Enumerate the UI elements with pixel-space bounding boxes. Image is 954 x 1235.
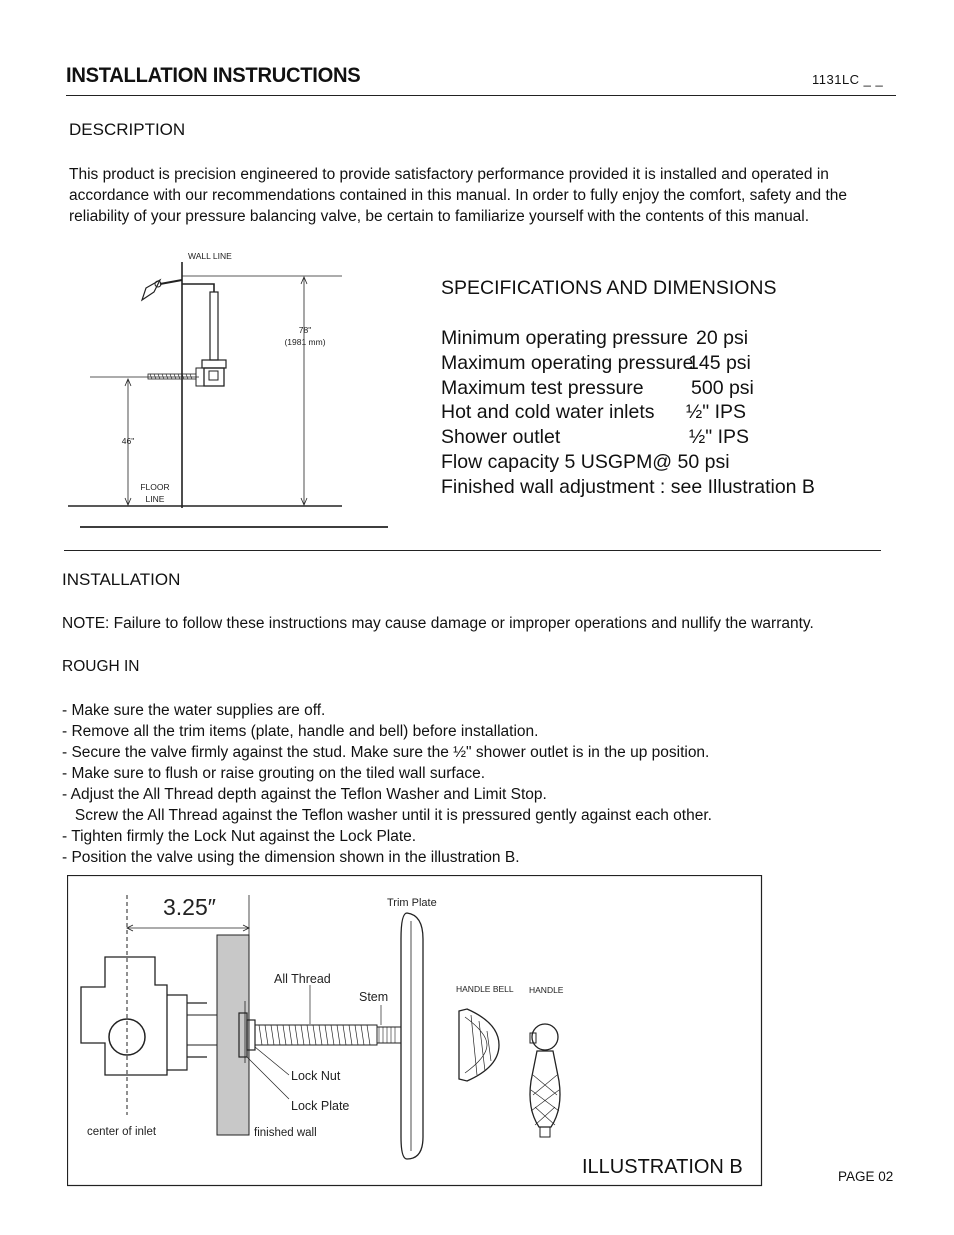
spec-row [441,326,815,351]
dimension-label: 3.25″ [163,894,216,920]
spec-row [441,376,815,401]
all-thread-label: All Thread [274,972,331,986]
stem [377,1027,401,1043]
handle-bell-icon [459,1009,499,1081]
stem-label: Stem [359,990,389,1004]
step-item: - Remove all the trim items (plate, handle and bell) before installation. [62,723,539,740]
spec-row [441,425,815,450]
lock-plate-label: Lock Plate [291,1099,350,1113]
description-heading: DESCRIPTION [69,120,186,139]
shower-head-icon [142,280,160,300]
step-item: Screw the All Thread against the Teflon washer until it is pressured gently against each other. [62,807,712,824]
spec-value: 500 psi [691,376,754,399]
page-number: PAGE 02 [838,1169,894,1184]
handle-label: HANDLE [529,985,564,995]
description-line: This product is precision engineered to provide satisfactory performance provided it is installed and operated in [69,166,829,183]
step-item: - Adjust the All Thread depth against the Teflon Washer and Limit Stop. [62,786,547,803]
spec-label: Minimum operating pressure [441,327,689,349]
riser-pipe [210,292,218,360]
title-divider [66,95,896,96]
model-number: 1131LC _ _ [812,72,884,87]
shower-layout-diagram [64,244,394,534]
handle-icon [530,1024,560,1137]
spec-label: Finished wall adjustment : see Illustration B [441,475,815,498]
handle-bell-label: HANDLE BELL [456,984,514,994]
floor-line-label-2: LINE [145,494,165,504]
trim-plate-label: Trim Plate [387,897,437,909]
step-item: - Make sure the water supplies are off. [62,702,326,719]
lock-nut-label: Lock Nut [291,1069,341,1083]
rough-in-steps [62,700,712,868]
installation-heading: INSTALLATION [62,570,181,589]
spec-label: Maximum operating pressure [441,351,694,374]
trim-plate [401,913,423,1159]
spec-row [441,351,815,376]
illustration-frame [68,876,762,1186]
step-item: - Make sure to flush or raise grouting on the tiled wall surface. [62,765,486,782]
height-46-label: 46" [121,436,135,446]
finished-wall-label: finished wall [254,1127,317,1139]
description-line: accordance with our recommendations contained in this manual. In order to fully enjoy the comfort, safety and the [69,187,848,204]
floor-line-label: FLOOR [140,482,170,492]
page-title: INSTALLATION INSTRUCTIONS [66,64,361,87]
specs-list [441,326,815,500]
valve-body [81,957,167,1075]
description-text [69,164,869,227]
spec-label: Shower outlet [441,426,561,449]
spec-value: 145 psi [688,351,751,374]
spec-row [441,475,815,500]
spec-value: 20 psi [696,327,749,349]
step-item: - Secure the valve firmly against the stud. Make sure the ½" shower outlet is in the up position. [62,744,710,761]
spec-label: Flow capacity 5 USGPM@ 50 psi [441,450,730,473]
spec-label: Maximum test pressure [441,376,644,399]
height-78-mm-label: (1981 mm) [284,337,326,347]
illustration-caption: ILLUSTRATION B [582,1156,743,1178]
rough-in-heading: ROUGH IN [62,658,140,675]
warranty-note: NOTE: Failure to follow these instructions may cause damage or improper operations and nullify the warranty. [62,615,814,632]
spec-value: ½" IPS [689,426,750,449]
spec-row [441,450,815,475]
specs-heading: SPECIFICATIONS AND DIMENSIONS [441,277,777,299]
step-item: - Position the valve using the dimension shown in the illustration B. [62,849,520,866]
step-item: - Tighten firmly the Lock Nut against the Lock Plate. [62,828,417,845]
spec-label: Hot and cold water inlets [441,401,655,424]
spec-value: ½" IPS [686,401,747,424]
height-78-label: 78" [298,325,312,335]
spec-row [441,400,815,425]
illustration-b-diagram [67,875,763,1187]
center-of-inlet-label: center of inlet [87,1126,157,1138]
description-line: reliability of your pressure balancing valve, be certain to familiarize yourself with the contents of this manual. [69,208,810,225]
wall-line-label: WALL LINE [188,251,232,261]
finished-wall [217,935,249,1135]
section-divider [64,550,881,551]
